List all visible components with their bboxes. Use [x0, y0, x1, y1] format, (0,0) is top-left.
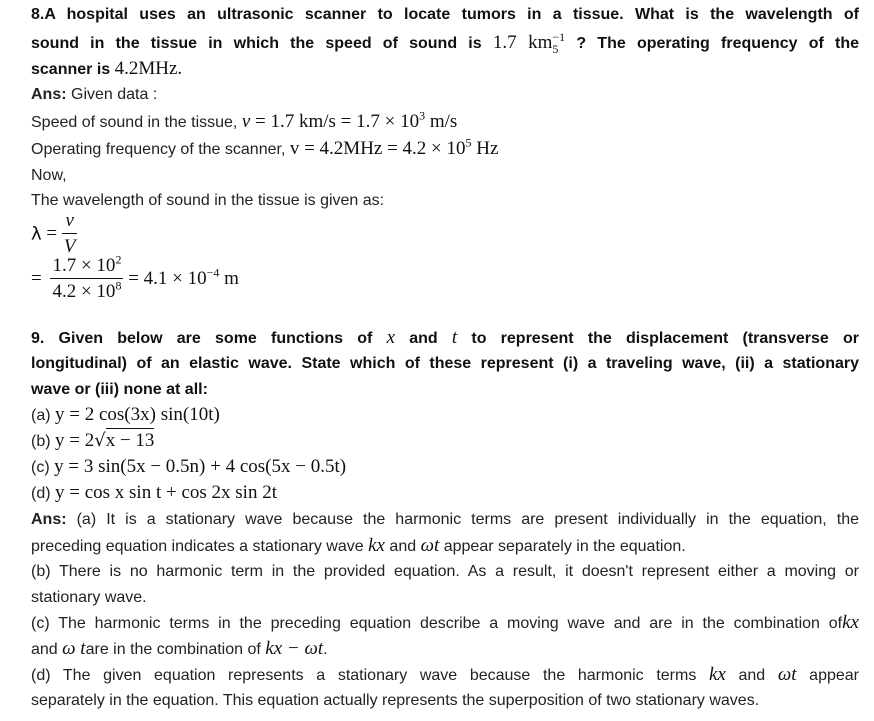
q9-option-a	[31, 405, 220, 426]
ans8-wavelength-intro	[31, 191, 384, 211]
ans9-b-line-2	[31, 588, 147, 608]
q8-line-1-text: 8.A hospital uses an ultrasonic scanner to locate tumors in a tissue. What is the wavelength of	[31, 6, 859, 23]
ans9-a-line-1	[31, 510, 859, 530]
q9-option-d-label: (d)	[31, 485, 55, 502]
ans8-speed-var: v	[241, 111, 251, 132]
ans8-speed-expr: = 1.7 km/s = 1.7 × 10	[250, 111, 420, 132]
ans9-b-line-1	[31, 562, 859, 582]
ans8-now-text: Now,	[31, 167, 67, 184]
ans9-d-line-1-pre: (d) The given equation represents a stationary wave because the harmonic terms	[31, 667, 709, 684]
ans9-a-line-2	[31, 536, 686, 557]
ans8-freq-label: Operating frequency of the scanner,	[31, 141, 290, 158]
ans8-result-exp: −4	[206, 265, 220, 280]
q9-option-b-radicand: x − 13	[105, 430, 155, 451]
ans8-fraction-1	[62, 210, 78, 258]
q8-speed-base: 1.7 km	[492, 32, 553, 53]
q9-option-a-label: (a)	[31, 407, 55, 424]
ans9-c-line-2-pre: and	[31, 641, 63, 658]
ans8-freq-exp: 5	[465, 135, 472, 150]
q9-option-c	[31, 457, 346, 478]
ans8-given	[31, 85, 157, 105]
ans8-speed-unit: m/s	[425, 111, 458, 132]
q8-line-3	[31, 59, 182, 80]
q8-line-3-text: scanner is	[31, 61, 115, 78]
q9-line-3	[31, 380, 208, 400]
ans9-a-line-2-pre: preceding equation indicates a stationary wave	[31, 538, 369, 555]
ans9-c-expr: kx − ωt	[265, 638, 324, 659]
q9-option-d-math: y = cos x sin t + cos 2x sin 2t	[55, 482, 277, 503]
q9-line-3-text: wave or (iii) none at all:	[31, 381, 208, 398]
ans8-now	[31, 166, 67, 186]
ans8-fraction-2-den	[50, 278, 123, 303]
ans9-d-line-1	[31, 665, 859, 686]
q9-option-b-math-pre: y = 2	[55, 430, 95, 451]
ans8-fraction-2-num-base: 1.7 × 10	[52, 255, 116, 276]
q8-speed-math	[492, 29, 566, 56]
ans8-result	[123, 265, 239, 289]
ans9-a-line-2-post: appear separately in the equation.	[439, 538, 686, 555]
q9-option-c-label: (c)	[31, 459, 55, 476]
q9-line-2-text: longitudinal) of an elastic wave. State which of these represent (i) a traveling wave, (ii) a stationary	[31, 355, 859, 372]
ans8-result-equation	[31, 252, 239, 303]
ans8-fraction-2-num-exp: 2	[115, 252, 122, 267]
ans9-c-kx: kx	[842, 612, 859, 633]
ans8-freq-expr: v = 4.2MHz = 4.2 × 10	[289, 138, 466, 159]
ans8-freq-math	[289, 135, 499, 159]
q9-line-1-c: to represent the displacement (transverse or	[457, 330, 859, 347]
ans8-speed-math	[241, 108, 458, 132]
q8-frequency-math: 4.2MHz.	[114, 58, 183, 79]
q9-line-1-b: and	[395, 330, 452, 347]
ans8-fraction-1-num: v	[65, 210, 74, 231]
ans9-c-wt: ω t	[62, 638, 86, 659]
ans9-a-line-1-text: (a) It is a stationary wave because the harmonic terms are present individually in the equation, the	[66, 511, 859, 528]
ans8-result-unit: m	[219, 268, 239, 289]
ans8-wavelength-intro-text: The wavelength of sound in the tissue is given as:	[31, 192, 385, 209]
ans8-lambda-equation	[31, 210, 77, 258]
ans9-d-line-2	[31, 691, 759, 711]
q9-option-a-math: y = 2 cos(3x) sin(10t)	[55, 404, 220, 425]
ans8-equals-2: =	[31, 268, 42, 289]
q9-var-t: t	[451, 327, 458, 348]
q9-line-2	[31, 354, 859, 374]
ans9-d-wt: ωt	[777, 664, 797, 685]
ans8-label: Ans:	[31, 86, 67, 103]
ans8-fraction-2-den-exp: 8	[115, 278, 122, 293]
q9-option-c-math: y = 3 sin(5x − 0.5n) + 4 cos(5x − 0.5t)	[54, 456, 347, 477]
ans9-a-wt: ωt	[420, 535, 440, 556]
q9-option-b-label: (b)	[31, 433, 55, 450]
ans9-c-line-2-post: .	[323, 641, 328, 658]
sqrt-icon: √	[94, 430, 106, 451]
ans8-given-text: Given data :	[66, 86, 158, 103]
q8-speed-sub: 5	[552, 41, 559, 56]
ans9-d-line-1-post: appear	[796, 667, 859, 684]
q9-option-d	[31, 483, 277, 504]
ans9-b-line-1-text: (b) There is no harmonic term in the provided equation. As a result, it doesn't represent either a moving or	[31, 563, 859, 580]
ans9-c-line-1	[31, 613, 859, 634]
ans8-result-base: = 4.1 × 10	[123, 268, 207, 289]
q9-line-1-a: 9. Given below are some functions of	[31, 330, 387, 347]
q9-option-b	[31, 431, 154, 452]
ans9-c-line-2-mid: are in the combination of	[85, 641, 266, 658]
ans9-a-line-2-mid: and	[384, 538, 421, 555]
ans9-a-kx: kx	[368, 535, 385, 556]
q8-line-2-tail: ? The operating frequency of the	[565, 35, 859, 52]
ans9-label: Ans:	[31, 511, 67, 528]
ans8-equals-1: =	[41, 223, 62, 244]
ans9-b-line-2-text: stationary wave.	[31, 589, 147, 606]
q8-line-1	[31, 5, 859, 25]
ans8-lambda-symbol: λ	[31, 223, 42, 245]
ans9-c-line-1-pre: (c) The harmonic terms in the preceding equation describe a moving wave and are in the combination of	[31, 615, 843, 632]
ans8-fraction-2	[50, 252, 123, 303]
ans9-c-line-2	[31, 639, 328, 660]
ans8-fraction-2-num	[50, 252, 123, 278]
ans8-fraction-1-den: V	[62, 233, 78, 258]
q8-line-2	[31, 29, 859, 56]
ans9-d-line-2-text: separately in the equation. This equation actually represents the superposition of two stationary waves.	[31, 692, 760, 709]
ans9-d-line-1-mid: and	[725, 667, 778, 684]
ans8-freq-unit: Hz	[471, 138, 499, 159]
q8-line-2-text: sound in the tissue in which the speed of sound is	[31, 35, 493, 52]
ans8-speed-exp: 3	[419, 108, 426, 123]
ans8-speed-line	[31, 108, 458, 133]
q9-option-b-math	[55, 428, 154, 451]
ans8-speed-label: Speed of sound in the tissue,	[31, 114, 242, 131]
ans8-fraction-2-den-base: 4.2 × 10	[52, 281, 116, 302]
q8-speed-sup: −1	[552, 29, 566, 44]
q9-var-x: x	[386, 327, 395, 348]
ans8-frequency-line	[31, 135, 499, 160]
q9-line-1	[31, 328, 859, 349]
ans9-d-kx: kx	[708, 664, 726, 685]
